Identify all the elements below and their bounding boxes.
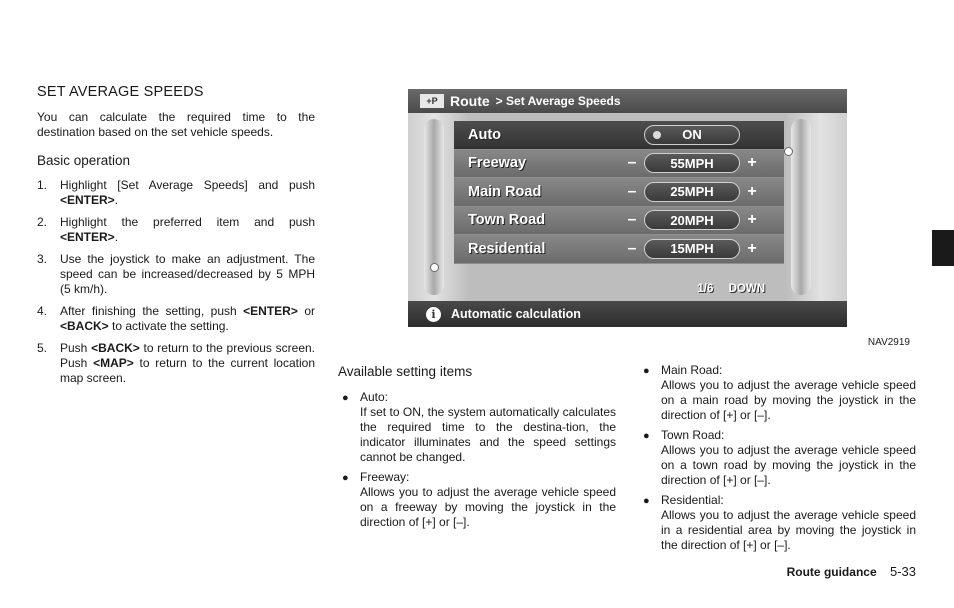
right-scroll-arc (791, 119, 811, 295)
intro-paragraph: You can calculate the required time to the destination based on the set vehicle speeds. (37, 110, 315, 139)
row-freeway[interactable] (454, 150, 784, 179)
right-dot-icon (784, 147, 793, 156)
speed-settings-list (454, 121, 784, 264)
row-label: Town Road (468, 212, 546, 229)
step-item: 5. Push <BACK> to return to the previous screen. Push <MAP> to return to the current location map screen. (37, 341, 316, 385)
minus-icon: – (627, 154, 637, 172)
row-auto[interactable] (454, 121, 784, 150)
enter-key: <ENTER> (60, 230, 115, 244)
info-icon: i (426, 307, 441, 322)
list-item: ● Residential: Allows you to adjust the average vehicle speed in a residential area by moving the joystick in the direction of [+] or [–]. (643, 493, 916, 552)
middle-column (338, 364, 616, 535)
speed-value: 15MPH (644, 239, 740, 259)
step-item: 2. Highlight the preferred item and push <ENTER>. (37, 215, 315, 244)
left-dot-icon (430, 263, 439, 272)
bullet-icon: ● (643, 365, 650, 377)
indicator-icon (653, 131, 661, 139)
page-number: 5-33 (889, 564, 916, 579)
bullet-icon: ● (342, 392, 349, 404)
plus-icon: + (747, 211, 757, 229)
back-key: <BACK> (91, 341, 140, 355)
available-items-title: Available setting items (338, 364, 473, 379)
plus-icon: + (747, 182, 757, 200)
footer-text: Automatic calculation (451, 307, 581, 321)
route-icon: +P (420, 94, 444, 108)
screen-header (408, 89, 847, 113)
right-column (639, 363, 916, 558)
row-label: Main Road (468, 183, 542, 200)
row-main-road[interactable] (454, 178, 784, 207)
row-label: Auto (468, 126, 502, 143)
screen-breadcrumb: > Set Average Speeds (495, 94, 621, 108)
items-list (639, 363, 916, 553)
back-key: <BACK> (60, 319, 109, 333)
steps-list (37, 178, 315, 386)
enter-key: <ENTER> (60, 193, 115, 207)
list-item: ● Town Road: Allows you to adjust the average vehicle speed on a town road by moving the joystick in the direction of [+] or [–]. (643, 428, 916, 487)
section-title: SET AVERAGE SPEEDS (37, 84, 204, 100)
speed-value: 25MPH (644, 182, 740, 202)
step-item: 1. Highlight [Set Average Speeds] and push <ENTER>. (37, 178, 315, 207)
items-list (338, 390, 616, 530)
row-town-road[interactable] (454, 207, 784, 236)
list-item: ● Main Road: Allows you to adjust the average vehicle speed on a main road by moving the joystick in the direction of [+] or [–]. (643, 363, 916, 422)
row-label: Residential (468, 240, 546, 257)
minus-icon: – (627, 239, 637, 257)
map-key: <MAP> (93, 356, 134, 370)
step-item: 3. Use the joystick to make an adjustment. The speed can be increased/decreased by 5 MPH (5 km/h). (37, 252, 315, 296)
page-footer (787, 564, 916, 579)
nav-screen-image (408, 89, 847, 327)
bullet-icon: ● (643, 495, 650, 507)
chapter-name: Route guidance (786, 565, 877, 579)
enter-key: <ENTER> (243, 304, 298, 318)
auto-toggle[interactable]: ON (644, 125, 740, 145)
list-item: ● Auto: If set to ON, the system automatically calculates the required time to the destina-tion, the indicator illuminates and the speed settings cannot be changed. (342, 390, 616, 464)
row-residential[interactable] (454, 235, 784, 264)
bullet-icon: ● (643, 430, 650, 442)
screen-footer (408, 301, 847, 327)
screen-body (408, 113, 847, 301)
speed-value: 20MPH (644, 210, 740, 230)
row-label: Freeway (468, 155, 527, 172)
left-column (37, 84, 315, 393)
minus-icon: – (627, 182, 637, 200)
chapter-tab (932, 230, 954, 266)
list-item: ● Freeway: Allows you to adjust the average vehicle speed on a freeway by moving the joystick in the direction of [+] or [–]. (342, 470, 616, 529)
screen-title: Route (450, 93, 490, 109)
plus-icon: + (747, 239, 757, 257)
speed-value: 55MPH (644, 153, 740, 173)
bullet-icon: ● (342, 472, 349, 484)
step-item: 4. After finishing the setting, push <ENTER> or <BACK> to activate the setting. (37, 304, 315, 333)
plus-icon: + (747, 154, 757, 172)
basic-operation-title: Basic operation (37, 153, 131, 168)
page-indicator: 1/6 DOWN (697, 283, 765, 295)
minus-icon: – (627, 211, 637, 229)
figure-caption: NAV2919 (867, 337, 910, 348)
